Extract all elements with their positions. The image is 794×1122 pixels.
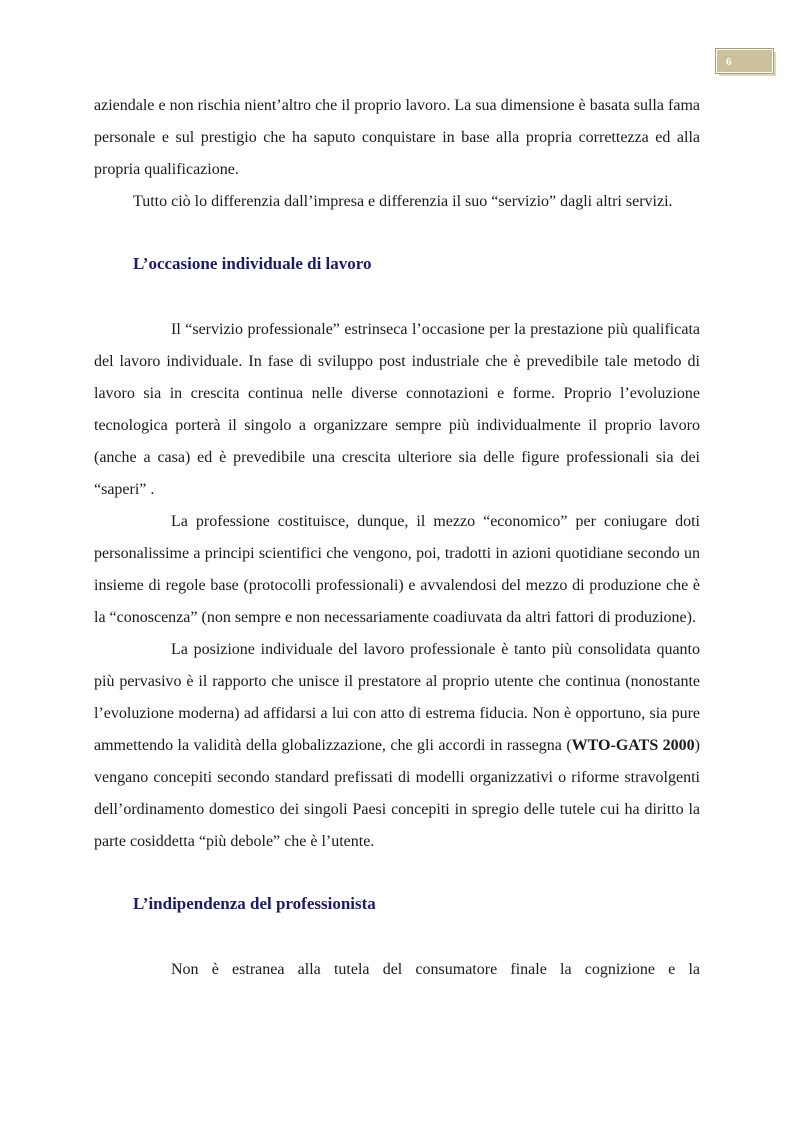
section-heading-indipendenza: L’indipendenza del professionista — [133, 894, 376, 913]
page-number: 6 — [726, 56, 732, 68]
paragraph-tutela-consumatore: Non è estranea alla tutela del consumatore finale la cognizione e la — [171, 961, 700, 978]
wto-gats-reference: WTO-GATS 2000 — [571, 737, 695, 754]
paragraph-professione: La professione costituisce, dunque, il mezzo “economico” per coniugare doti personalissime a principi scientifici che vengono, poi, tradotti in azioni quotidiane secondo un insieme di regole base (protocolli professionali) e avvalendosi del mezzo di produzione che è la “conoscenza” (non sempre e non necessariamente coadiuvata da altri fattori di produzione). — [94, 513, 700, 626]
paragraph-posizione-individuale — [94, 634, 700, 858]
paragraph-intro-continuation: aziendale e non rischia nient’altro che il proprio lavoro. La sua dimensione è basata sulla fama personale e sul prestigio che ha saputo conquistare in base alla propria correttezza ed alla propria qualificazione. — [94, 97, 700, 178]
paragraph-text-part: ) vengano concepiti secondo standard prefissati di modelli organizzativi o riforme stravolgenti dell’ordinamento domestico dei singoli Paesi concepiti in spregio delle tutele cui ha diritto la parte cosiddetta “più debole” che è l’utente. — [94, 737, 700, 850]
paragraph-intro-summary: Tutto ciò lo differenzia dall’impresa e differenzia il suo “servizio” dagli altri servizi. — [133, 193, 673, 210]
page-body — [94, 90, 700, 986]
section-heading-occasione: L’occasione individuale di lavoro — [133, 254, 372, 273]
paragraph-text-part: La posizione individuale del lavoro professionale è tanto più consolidata quanto più pervasivo è il rapporto che unisce il prestatore al proprio utente che continua (nonostante l’evoluzione moderna) ad affidarsi a lui con atto di estrema fiducia. Non è opportuno, sia pure ammettendo la validità della globalizzazione, che gli accordi in rassegna ( — [94, 641, 700, 754]
paragraph-servizio-professionale: Il “servizio professionale” estrinseca l’occasione per la prestazione più qualificata del lavoro individuale. In fase di sviluppo post industriale che è prevedibile tale metodo di lavoro sia in crescita continua nelle diverse connotazioni e forme. Proprio l’evoluzione tecnologica porterà il singolo a organizzare sempre più individualmente il proprio lavoro (anche a casa) ed è prevedibile una crescita ulteriore sia delle figure professionali sia dei “saperi” . — [94, 321, 700, 498]
page-number-box — [716, 49, 773, 73]
